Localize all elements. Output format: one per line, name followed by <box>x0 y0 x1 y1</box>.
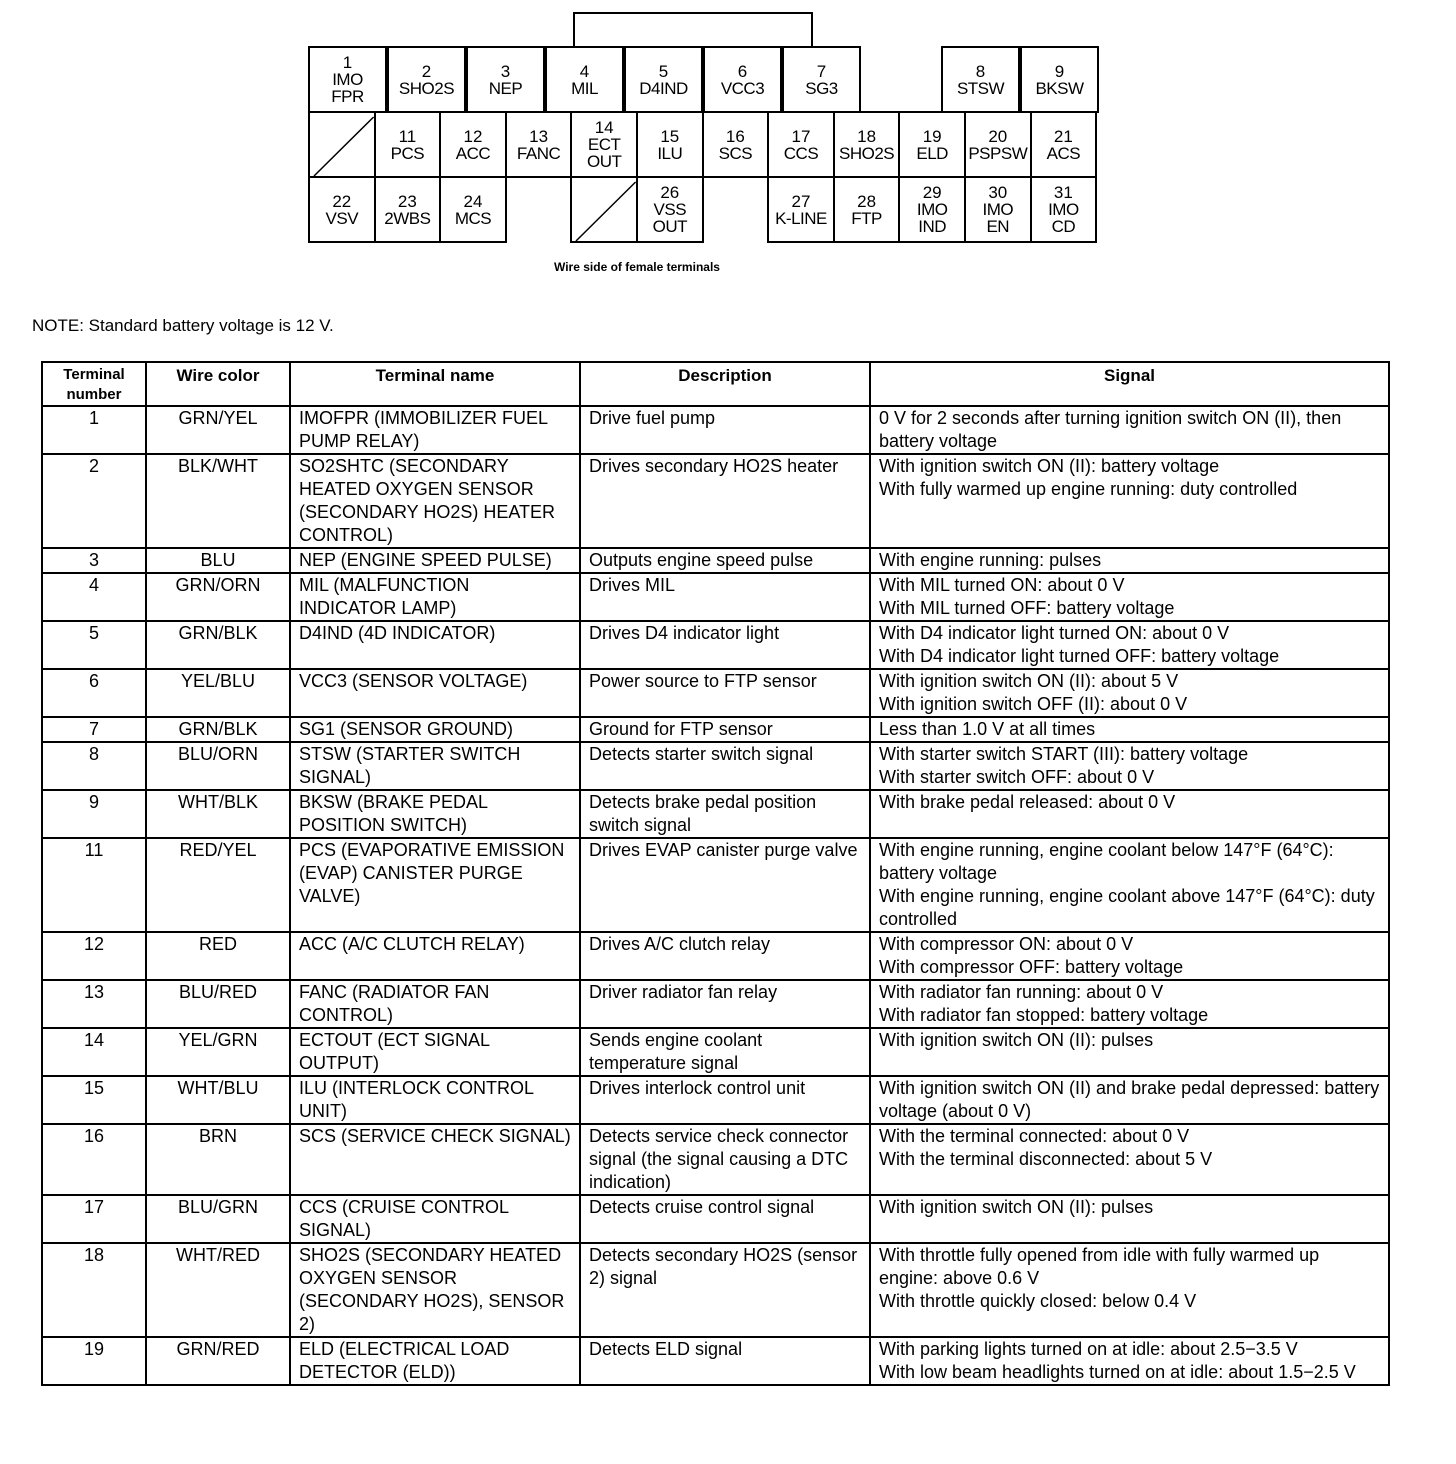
signal-line: With radiator fan stopped: battery voltage <box>879 1005 1209 1025</box>
terminal-label: MIL <box>571 78 598 98</box>
signal-cell <box>870 548 1389 573</box>
terminal-number-cell: 18 <box>42 1243 146 1337</box>
signal-cell <box>870 932 1389 980</box>
terminal-label: IMO EN <box>982 200 1014 236</box>
signal-line: With throttle fully opened from idle with fully warmed up engine: above 0.6 V <box>879 1245 1320 1288</box>
table-row <box>42 1243 1389 1337</box>
signal-cell <box>870 1195 1389 1243</box>
signal-line: With MIL turned OFF: battery voltage <box>879 598 1175 618</box>
description-cell: Detects cruise control signal <box>580 1195 870 1243</box>
terminal-number-cell: 14 <box>42 1028 146 1076</box>
terminal-name-cell: NEP (ENGINE SPEED PULSE) <box>290 548 580 573</box>
wire-color-cell: GRN/YEL <box>146 406 290 454</box>
terminal-label: PSPSW <box>968 143 1028 163</box>
terminal-number-cell: 17 <box>42 1195 146 1243</box>
signal-line: With ignition switch ON (II): battery voltage <box>879 456 1220 476</box>
terminal-name-cell: SCS (SERVICE CHECK SIGNAL) <box>290 1124 580 1195</box>
terminal-number: 21 <box>1053 126 1073 146</box>
signal-line: With starter switch START (III): battery voltage <box>879 744 1249 764</box>
terminal-number: 28 <box>857 191 877 211</box>
terminal-label: CCS <box>783 143 819 163</box>
terminal-name-cell: PCS (EVAPORATIVE EMISSION (EVAP) CANISTER PURGE VALVE) <box>290 838 580 932</box>
signal-line: With starter switch OFF: about 0 V <box>879 767 1155 787</box>
signal-cell <box>870 717 1389 742</box>
wire-color-cell: RED/YEL <box>146 838 290 932</box>
terminal-label: FANC <box>516 143 561 163</box>
table-row <box>42 1124 1389 1195</box>
terminal-number-cell: 3 <box>42 548 146 573</box>
signal-cell <box>870 980 1389 1028</box>
terminal-name-cell: IMOFPR (IMMOBILIZER FUEL PUMP RELAY) <box>290 406 580 454</box>
terminal-name-cell: SG1 (SENSOR GROUND) <box>290 717 580 742</box>
signal-cell <box>870 838 1389 932</box>
wire-color-cell: GRN/BLK <box>146 621 290 669</box>
signal-line: With D4 indicator light turned OFF: battery voltage <box>879 646 1280 666</box>
terminal-7 <box>782 46 861 113</box>
signal-cell <box>870 790 1389 838</box>
terminal-label: 2WBS <box>384 208 431 228</box>
table-row <box>42 1028 1389 1076</box>
terminal-number: 4 <box>579 61 590 81</box>
terminal-name-cell: CCS (CRUISE CONTROL SIGNAL) <box>290 1195 580 1243</box>
wire-color-cell: BRN <box>146 1124 290 1195</box>
terminal-name-cell: MIL (MALFUNCTION INDICATOR LAMP) <box>290 573 580 621</box>
terminal-14 <box>570 111 638 178</box>
wire-color-cell: BLU <box>146 548 290 573</box>
terminal-number: 11 <box>398 126 417 146</box>
table-row <box>42 790 1389 838</box>
description-cell: Drives D4 indicator light <box>580 621 870 669</box>
signal-cell <box>870 742 1389 790</box>
description-cell: Detects ELD signal <box>580 1337 870 1385</box>
description-cell: Drives secondary HO2S heater <box>580 454 870 548</box>
terminal-number: 8 <box>975 61 986 81</box>
terminal-name-cell: ELD (ELECTRICAL LOAD DETECTOR (ELD)) <box>290 1337 580 1385</box>
terminal-name-cell: ILU (INTERLOCK CONTROL UNIT) <box>290 1076 580 1124</box>
terminal-label: IMO FPR <box>331 70 364 106</box>
wire-color-cell: YEL/BLU <box>146 669 290 717</box>
terminal-23 <box>374 176 442 243</box>
signal-line: With the terminal connected: about 0 V <box>879 1126 1190 1146</box>
terminal-label: VSS OUT <box>652 200 687 236</box>
terminal-label: SCS <box>718 143 753 163</box>
signal-line: With compressor OFF: battery voltage <box>879 957 1184 977</box>
terminal-19 <box>898 111 966 178</box>
terminal-28 <box>833 176 901 243</box>
description-cell: Power source to FTP sensor <box>580 669 870 717</box>
signal-cell <box>870 1124 1389 1195</box>
terminal-name-cell: ACC (A/C CLUTCH RELAY) <box>290 932 580 980</box>
terminal-label: ILU <box>657 143 683 163</box>
terminal-number-cell: 5 <box>42 621 146 669</box>
table-row <box>42 838 1389 932</box>
connector-caption: Wire side of female terminals <box>554 260 720 274</box>
terminal-number-cell: 15 <box>42 1076 146 1124</box>
connector-lock-tab <box>573 12 813 48</box>
signal-line: With ignition switch ON (II): about 5 V <box>879 671 1179 691</box>
wire-color-cell: BLU/RED <box>146 980 290 1028</box>
signal-line: With fully warmed up engine running: duty controlled <box>879 479 1298 499</box>
description-cell: Sends engine coolant temperature signal <box>580 1028 870 1076</box>
terminal-label: STSW <box>956 78 1005 98</box>
terminal-number: 24 <box>463 191 483 211</box>
terminal-number: 14 <box>594 118 614 137</box>
terminal-number: 31 <box>1053 183 1073 202</box>
terminal-number: 13 <box>529 126 549 146</box>
table-row <box>42 669 1389 717</box>
terminal-label: NEP <box>488 78 523 98</box>
terminal-label: VSV <box>325 208 359 228</box>
signal-line: With parking lights turned on at idle: about 2.5−3.5 V <box>879 1339 1298 1359</box>
unused-terminal-cell <box>570 176 638 243</box>
terminal-label: ACC <box>455 143 491 163</box>
description-cell: Drives EVAP canister purge valve <box>580 838 870 932</box>
header-terminal-number: Terminal number <box>42 362 146 406</box>
battery-voltage-note: NOTE: Standard battery voltage is 12 V. <box>32 316 334 335</box>
wire-color-cell: RED <box>146 932 290 980</box>
terminal-name-cell: FANC (RADIATOR FAN CONTROL) <box>290 980 580 1028</box>
signal-cell <box>870 1243 1389 1337</box>
terminal-21 <box>1030 111 1098 178</box>
header-signal: Signal <box>870 362 1389 406</box>
description-cell: Drives interlock control unit <box>580 1076 870 1124</box>
table-row <box>42 621 1389 669</box>
wire-color-cell: GRN/RED <box>146 1337 290 1385</box>
header-description: Description <box>580 362 870 406</box>
header-terminal-name: Terminal name <box>290 362 580 406</box>
signal-line: With compressor ON: about 0 V <box>879 934 1134 954</box>
terminal-number: 1 <box>342 53 353 72</box>
signal-cell <box>870 1028 1389 1076</box>
table-row <box>42 1076 1389 1124</box>
terminal-label: ACS <box>1046 143 1081 163</box>
wire-color-cell: WHT/BLU <box>146 1076 290 1124</box>
table-row <box>42 548 1389 573</box>
signal-line: With ignition switch ON (II): pulses <box>879 1197 1154 1217</box>
terminal-15 <box>636 111 704 178</box>
terminal-label: IMO IND <box>916 200 948 236</box>
terminal-number-cell: 2 <box>42 454 146 548</box>
terminal-22 <box>308 176 376 243</box>
terminal-1 <box>308 46 387 113</box>
signal-line: Less than 1.0 V at all times <box>879 719 1096 739</box>
description-cell: Detects secondary HO2S (sensor 2) signal <box>580 1243 870 1337</box>
signal-line: With engine running, engine coolant below 147°F (64°C): battery voltage <box>879 840 1334 883</box>
terminal-number: 5 <box>658 61 669 81</box>
signal-line: With brake pedal released: about 0 V <box>879 792 1176 812</box>
terminal-4 <box>545 46 624 113</box>
signal-line: With throttle quickly closed: below 0.4 V <box>879 1291 1197 1311</box>
terminal-18 <box>833 111 901 178</box>
wire-color-cell: YEL/GRN <box>146 1028 290 1076</box>
terminal-27 <box>767 176 835 243</box>
signal-line: With engine running: pulses <box>879 550 1102 570</box>
terminal-8 <box>941 46 1020 113</box>
terminal-label: D4IND <box>639 78 688 98</box>
terminal-table <box>41 361 1390 1386</box>
terminal-label: SHO2S <box>839 143 895 163</box>
terminal-number: 17 <box>791 126 811 146</box>
signal-cell <box>870 406 1389 454</box>
terminal-31 <box>1030 176 1098 243</box>
signal-line: With ignition switch ON (II): pulses <box>879 1030 1154 1050</box>
terminal-number-cell: 7 <box>42 717 146 742</box>
description-cell: Drives A/C clutch relay <box>580 932 870 980</box>
signal-cell <box>870 454 1389 548</box>
terminal-number: 15 <box>660 126 680 146</box>
terminal-label: ELD <box>916 143 948 163</box>
table-header-row <box>42 362 1389 406</box>
terminal-number-cell: 11 <box>42 838 146 932</box>
signal-line: With ignition switch OFF (II): about 0 V <box>879 694 1188 714</box>
terminal-label: K-LINE <box>775 208 827 228</box>
table-row <box>42 742 1389 790</box>
terminal-number-cell: 8 <box>42 742 146 790</box>
table-row <box>42 717 1389 742</box>
table-row <box>42 932 1389 980</box>
terminal-30 <box>964 176 1032 243</box>
table-row <box>42 573 1389 621</box>
terminal-number: 27 <box>791 191 811 211</box>
terminal-number: 2 <box>421 61 432 81</box>
terminal-17 <box>767 111 835 178</box>
terminal-26 <box>636 176 704 243</box>
signal-cell <box>870 621 1389 669</box>
description-cell: Drive fuel pump <box>580 406 870 454</box>
signal-line: With engine running, engine coolant above 147°F (64°C): duty controlled <box>879 886 1375 929</box>
terminal-number: 22 <box>332 191 352 211</box>
description-cell: Drives MIL <box>580 573 870 621</box>
signal-line: With radiator fan running: about 0 V <box>879 982 1164 1002</box>
terminal-number: 29 <box>922 183 942 202</box>
terminal-2 <box>387 46 466 113</box>
description-cell: Driver radiator fan relay <box>580 980 870 1028</box>
terminal-9 <box>1020 46 1099 113</box>
terminal-number-cell: 13 <box>42 980 146 1028</box>
terminal-number: 7 <box>816 61 827 81</box>
wire-color-cell: WHT/BLK <box>146 790 290 838</box>
wire-color-cell: BLU/GRN <box>146 1195 290 1243</box>
terminal-number-cell: 1 <box>42 406 146 454</box>
terminal-label: MCS <box>454 208 492 228</box>
wire-color-cell: GRN/ORN <box>146 573 290 621</box>
terminal-number-cell: 16 <box>42 1124 146 1195</box>
signal-cell <box>870 1337 1389 1385</box>
terminal-12 <box>439 111 507 178</box>
terminal-number: 6 <box>737 61 748 81</box>
signal-line: With ignition switch ON (II) and brake pedal depressed: battery voltage (about 0 V) <box>879 1078 1380 1121</box>
table-row <box>42 454 1389 548</box>
table-row <box>42 406 1389 454</box>
terminal-number: 12 <box>463 126 483 146</box>
description-cell: Detects starter switch signal <box>580 742 870 790</box>
signal-line: With MIL turned ON: about 0 V <box>879 575 1125 595</box>
wire-color-cell: GRN/BLK <box>146 717 290 742</box>
terminal-number: 18 <box>857 126 877 146</box>
signal-line: With D4 indicator light turned ON: about 0 V <box>879 623 1230 643</box>
terminal-label: PCS <box>390 143 425 163</box>
table-row <box>42 1337 1389 1385</box>
terminal-name-cell: D4IND (4D INDICATOR) <box>290 621 580 669</box>
terminal-label: BKSW <box>1035 78 1084 98</box>
terminal-number-cell: 6 <box>42 669 146 717</box>
terminal-number-cell: 9 <box>42 790 146 838</box>
terminal-6 <box>703 46 782 113</box>
terminal-label: VCC3 <box>720 78 765 98</box>
terminal-number: 23 <box>397 191 417 211</box>
signal-cell <box>870 669 1389 717</box>
terminal-29 <box>898 176 966 243</box>
terminal-13 <box>505 111 573 178</box>
terminal-number-cell: 4 <box>42 573 146 621</box>
terminal-3 <box>466 46 545 113</box>
terminal-name-cell: VCC3 (SENSOR VOLTAGE) <box>290 669 580 717</box>
terminal-11 <box>374 111 442 178</box>
table-row <box>42 1195 1389 1243</box>
terminal-label: IMO CD <box>1048 200 1079 236</box>
terminal-20 <box>964 111 1032 178</box>
signal-cell <box>870 1076 1389 1124</box>
wire-color-cell: BLK/WHT <box>146 454 290 548</box>
terminal-16 <box>702 111 770 178</box>
description-cell: Ground for FTP sensor <box>580 717 870 742</box>
terminal-number: 30 <box>988 183 1008 202</box>
terminal-name-cell: STSW (STARTER SWITCH SIGNAL) <box>290 742 580 790</box>
signal-cell <box>870 573 1389 621</box>
terminal-name-cell: SHO2S (SECONDARY HEATED OXYGEN SENSOR (SECONDARY HO2S), SENSOR 2) <box>290 1243 580 1337</box>
terminal-label: FTP <box>851 208 882 228</box>
table-body <box>42 406 1389 1385</box>
signal-line: 0 V for 2 seconds after turning ignition switch ON (II), then battery voltage <box>879 408 1342 451</box>
header-wire-color: Wire color <box>146 362 290 406</box>
terminal-number: 26 <box>660 183 680 202</box>
terminal-name-cell: SO2SHTC (SECONDARY HEATED OXYGEN SENSOR (SECONDARY HO2S) HEATER CONTROL) <box>290 454 580 548</box>
terminal-label: SHO2S <box>398 78 455 98</box>
terminal-24 <box>439 176 507 243</box>
terminal-number: 16 <box>725 126 745 146</box>
description-cell: Outputs engine speed pulse <box>580 548 870 573</box>
wire-color-cell: WHT/RED <box>146 1243 290 1337</box>
signal-line: With the terminal disconnected: about 5 V <box>879 1149 1213 1169</box>
terminal-label: ECT OUT <box>586 135 622 171</box>
terminal-number-cell: 19 <box>42 1337 146 1385</box>
terminal-label: SG3 <box>805 78 838 98</box>
signal-line: With low beam headlights turned on at idle: about 1.5−2.5 V <box>879 1362 1356 1382</box>
unused-terminal-cell <box>308 111 376 178</box>
terminal-number-cell: 12 <box>42 932 146 980</box>
description-cell: Detects brake pedal position switch signal <box>580 790 870 838</box>
terminal-5 <box>624 46 703 113</box>
wire-color-cell: BLU/ORN <box>146 742 290 790</box>
terminal-number: 20 <box>988 126 1008 146</box>
terminal-name-cell: BKSW (BRAKE PEDAL POSITION SWITCH) <box>290 790 580 838</box>
terminal-name-cell: ECTOUT (ECT SIGNAL OUTPUT) <box>290 1028 580 1076</box>
connector-diagram <box>308 10 1108 250</box>
terminal-number: 9 <box>1054 61 1065 81</box>
terminal-number: 3 <box>500 61 511 81</box>
table-row <box>42 980 1389 1028</box>
terminal-number: 19 <box>922 126 942 146</box>
description-cell: Detects service check connector signal (the signal causing a DTC indication) <box>580 1124 870 1195</box>
